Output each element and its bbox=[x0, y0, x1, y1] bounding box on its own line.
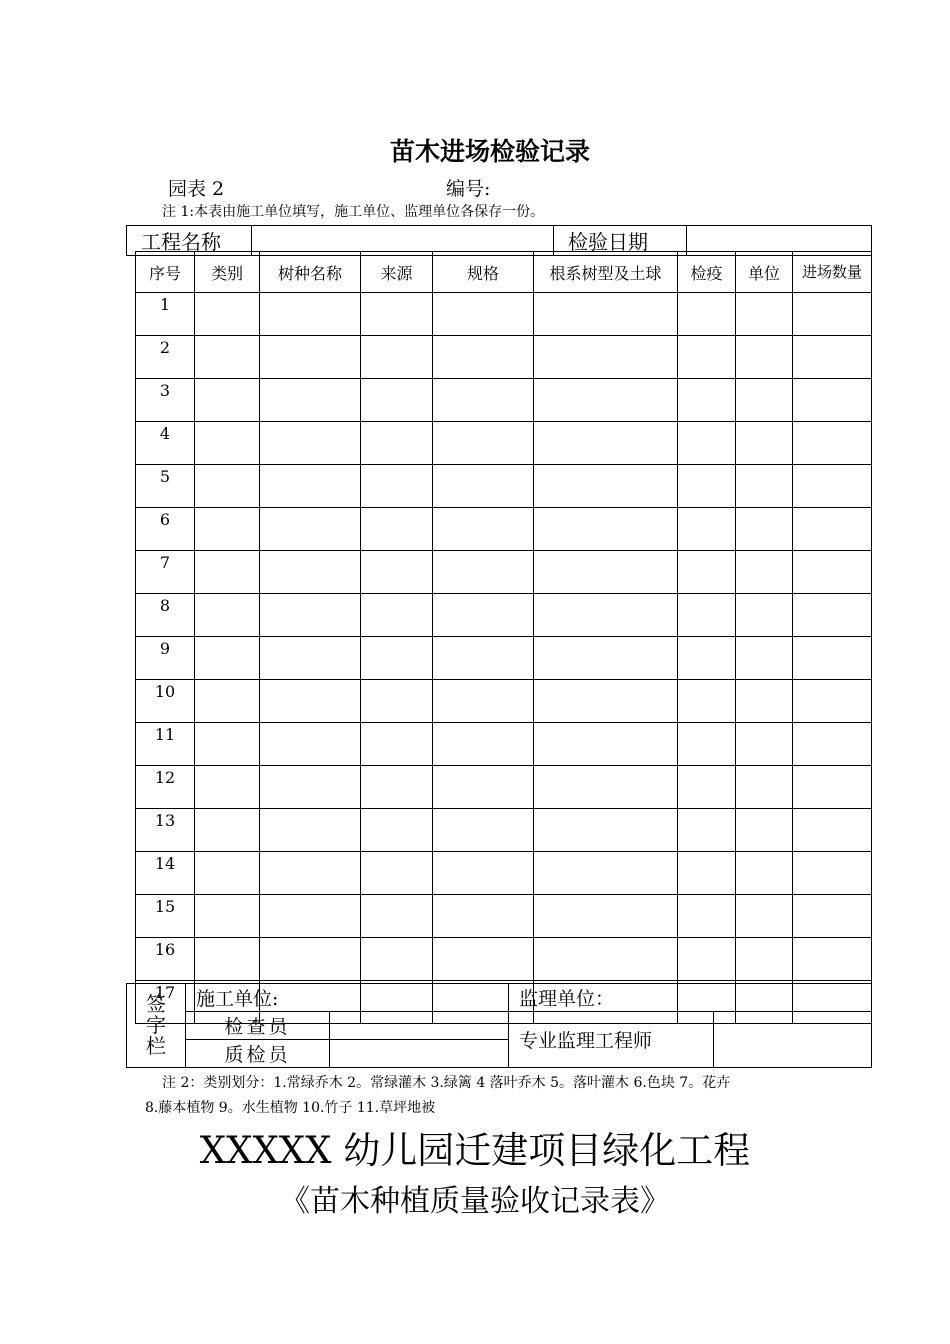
table-cell[interactable] bbox=[195, 637, 260, 680]
table-cell[interactable] bbox=[736, 508, 793, 551]
table-cell[interactable] bbox=[195, 465, 260, 508]
col-header: 序号 bbox=[136, 252, 195, 293]
row-number: 11 bbox=[136, 723, 195, 766]
table-row bbox=[136, 680, 872, 723]
table-row bbox=[136, 293, 872, 336]
table-cell[interactable] bbox=[433, 336, 534, 379]
table-cell[interactable] bbox=[793, 422, 872, 465]
table-cell[interactable] bbox=[736, 637, 793, 680]
table-cell[interactable] bbox=[260, 422, 361, 465]
table-cell[interactable] bbox=[433, 852, 534, 895]
table-row bbox=[136, 895, 872, 938]
table-cell[interactable] bbox=[361, 422, 433, 465]
quality-inspector-field[interactable] bbox=[330, 1040, 509, 1068]
supervising-engineer-field[interactable] bbox=[714, 1012, 872, 1068]
table-cell[interactable] bbox=[534, 680, 678, 723]
table-cell[interactable] bbox=[433, 293, 534, 336]
table-cell[interactable] bbox=[433, 938, 534, 981]
table-cell[interactable] bbox=[736, 809, 793, 852]
table-cell[interactable] bbox=[793, 895, 872, 938]
table-cell[interactable] bbox=[678, 293, 736, 336]
table-header-row bbox=[136, 252, 872, 293]
table-cell[interactable] bbox=[736, 379, 793, 422]
table-cell[interactable] bbox=[534, 766, 678, 809]
table-row bbox=[136, 594, 872, 637]
table-cell[interactable] bbox=[260, 551, 361, 594]
signature-side-text: 签字栏 bbox=[146, 992, 166, 1058]
table-cell[interactable] bbox=[736, 293, 793, 336]
table-row bbox=[136, 465, 872, 508]
table-cell[interactable] bbox=[361, 809, 433, 852]
table-cell[interactable] bbox=[736, 852, 793, 895]
table-row bbox=[136, 422, 872, 465]
row-number: 14 bbox=[136, 852, 195, 895]
table-cell[interactable] bbox=[793, 809, 872, 852]
col-header: 类别 bbox=[195, 252, 260, 293]
signature-side-label bbox=[127, 984, 186, 1068]
table-cell[interactable] bbox=[678, 379, 736, 422]
table-cell[interactable] bbox=[361, 938, 433, 981]
table-cell[interactable] bbox=[195, 293, 260, 336]
table-cell[interactable] bbox=[793, 852, 872, 895]
table-cell[interactable] bbox=[678, 895, 736, 938]
table-cell[interactable] bbox=[678, 852, 736, 895]
table-cell[interactable] bbox=[260, 293, 361, 336]
row-number: 3 bbox=[136, 379, 195, 422]
col-header: 单位 bbox=[736, 252, 793, 293]
row-number: 8 bbox=[136, 594, 195, 637]
inspector-label: 检查员 bbox=[186, 1012, 330, 1040]
row-number: 16 bbox=[136, 938, 195, 981]
table-cell[interactable] bbox=[736, 551, 793, 594]
table-cell[interactable] bbox=[260, 379, 361, 422]
table-cell[interactable] bbox=[736, 336, 793, 379]
row-number: 7 bbox=[136, 551, 195, 594]
note-1: 注 1:本表由施工单位填写，施工单位、监理单位各保存一份。 bbox=[162, 204, 545, 220]
row-number: 9 bbox=[136, 637, 195, 680]
row-number: 1 bbox=[136, 293, 195, 336]
row-number: 6 bbox=[136, 508, 195, 551]
table-cell[interactable] bbox=[736, 422, 793, 465]
table-cell[interactable] bbox=[793, 508, 872, 551]
table-row bbox=[136, 852, 872, 895]
table-row bbox=[136, 336, 872, 379]
table-row bbox=[136, 379, 872, 422]
form-title: 《苗木种植质量验收记录表》 bbox=[280, 1184, 670, 1219]
table-cell[interactable] bbox=[195, 594, 260, 637]
table-row bbox=[136, 809, 872, 852]
table-cell[interactable] bbox=[260, 637, 361, 680]
row-number: 5 bbox=[136, 465, 195, 508]
table-cell[interactable] bbox=[260, 723, 361, 766]
table-cell[interactable] bbox=[361, 336, 433, 379]
table-cell[interactable] bbox=[361, 637, 433, 680]
col-header: 来源 bbox=[361, 252, 433, 293]
table-cell[interactable] bbox=[793, 465, 872, 508]
table-cell[interactable] bbox=[433, 723, 534, 766]
serial-label: 编号: bbox=[446, 178, 491, 200]
table-cell[interactable] bbox=[260, 508, 361, 551]
table-cell[interactable] bbox=[793, 723, 872, 766]
table-cell[interactable] bbox=[736, 938, 793, 981]
table-cell[interactable] bbox=[534, 293, 678, 336]
table-cell[interactable] bbox=[433, 895, 534, 938]
table-cell[interactable] bbox=[195, 809, 260, 852]
table-cell[interactable] bbox=[793, 336, 872, 379]
project-title: XXXXX 幼儿园迁建项目绿化工程 bbox=[199, 1129, 751, 1172]
table-cell[interactable] bbox=[793, 293, 872, 336]
table-cell[interactable] bbox=[433, 465, 534, 508]
table-cell[interactable] bbox=[433, 508, 534, 551]
row-number: 4 bbox=[136, 422, 195, 465]
table-cell[interactable] bbox=[361, 379, 433, 422]
table-cell[interactable] bbox=[534, 379, 678, 422]
table-cell[interactable] bbox=[195, 938, 260, 981]
table-cell[interactable] bbox=[433, 594, 534, 637]
table-cell[interactable] bbox=[678, 680, 736, 723]
table-cell[interactable] bbox=[678, 508, 736, 551]
table-cell[interactable] bbox=[433, 637, 534, 680]
page-title: 苗木进场检验记录 bbox=[389, 137, 590, 166]
note-2-line-2: 8.藤本植物 9。水生植物 10.竹子 11.草坪地被 bbox=[145, 1100, 436, 1116]
table-cell[interactable] bbox=[195, 551, 260, 594]
table-cell[interactable] bbox=[195, 723, 260, 766]
table-cell[interactable] bbox=[361, 852, 433, 895]
col-header: 规格 bbox=[433, 252, 534, 293]
table-cell[interactable] bbox=[678, 336, 736, 379]
col-header: 检疫 bbox=[678, 252, 736, 293]
note-2-line-1: 注 2：类别划分：1.常绿乔木 2。常绿灌木 3.绿篱 4 落叶乔木 5。落叶灌木 6.色块 7。花卉 bbox=[162, 1075, 731, 1091]
quality-inspector-label: 质检员 bbox=[186, 1040, 330, 1068]
table-cell[interactable] bbox=[678, 809, 736, 852]
table-cell[interactable] bbox=[195, 852, 260, 895]
table-cell[interactable] bbox=[678, 551, 736, 594]
row-number: 12 bbox=[136, 766, 195, 809]
table-row bbox=[136, 508, 872, 551]
table-cell[interactable] bbox=[433, 422, 534, 465]
table-cell[interactable] bbox=[534, 895, 678, 938]
table-cell[interactable] bbox=[433, 766, 534, 809]
table-row bbox=[136, 723, 872, 766]
signature-table bbox=[126, 983, 872, 1068]
table-cell[interactable] bbox=[361, 594, 433, 637]
supervising-engineer-label: 专业监理工程师 bbox=[509, 1012, 714, 1068]
table-cell[interactable] bbox=[793, 766, 872, 809]
form-number: 园表 2 bbox=[168, 178, 225, 200]
table-cell[interactable] bbox=[678, 766, 736, 809]
table-cell[interactable] bbox=[361, 895, 433, 938]
table-cell[interactable] bbox=[534, 336, 678, 379]
table-cell[interactable] bbox=[793, 594, 872, 637]
table-cell[interactable] bbox=[793, 680, 872, 723]
row-number: 2 bbox=[136, 336, 195, 379]
table-cell[interactable] bbox=[793, 938, 872, 981]
table-cell[interactable] bbox=[736, 680, 793, 723]
row-number: 15 bbox=[136, 895, 195, 938]
row-number: 17 bbox=[136, 981, 195, 1024]
table-cell[interactable] bbox=[736, 723, 793, 766]
table-cell[interactable] bbox=[534, 594, 678, 637]
table-cell[interactable] bbox=[534, 852, 678, 895]
inspector-field[interactable] bbox=[330, 1012, 509, 1040]
table-cell[interactable] bbox=[534, 422, 678, 465]
table-row bbox=[136, 766, 872, 809]
table-cell[interactable] bbox=[195, 895, 260, 938]
table-cell[interactable] bbox=[793, 379, 872, 422]
table-cell[interactable] bbox=[260, 809, 361, 852]
table-cell[interactable] bbox=[678, 637, 736, 680]
table-cell[interactable] bbox=[260, 680, 361, 723]
col-header: 根系树型及土球 bbox=[534, 252, 678, 293]
table-cell[interactable] bbox=[260, 465, 361, 508]
table-cell[interactable] bbox=[433, 809, 534, 852]
table-cell[interactable] bbox=[195, 508, 260, 551]
table-cell[interactable] bbox=[361, 551, 433, 594]
table-cell[interactable] bbox=[736, 766, 793, 809]
table-cell[interactable] bbox=[534, 637, 678, 680]
table-cell[interactable] bbox=[260, 336, 361, 379]
table-cell[interactable] bbox=[736, 465, 793, 508]
table-cell[interactable] bbox=[361, 293, 433, 336]
table-cell[interactable] bbox=[433, 551, 534, 594]
table-cell[interactable] bbox=[678, 594, 736, 637]
inspection-date-label: 检验日期 bbox=[554, 226, 687, 256]
table-cell[interactable] bbox=[534, 508, 678, 551]
table-cell[interactable] bbox=[195, 379, 260, 422]
table-cell[interactable] bbox=[361, 508, 433, 551]
table-cell[interactable] bbox=[433, 680, 534, 723]
table-cell[interactable] bbox=[793, 551, 872, 594]
row-number: 10 bbox=[136, 680, 195, 723]
table-cell[interactable] bbox=[736, 895, 793, 938]
table-row bbox=[136, 938, 872, 981]
table-cell[interactable] bbox=[534, 551, 678, 594]
table-cell[interactable] bbox=[361, 680, 433, 723]
table-cell[interactable] bbox=[534, 809, 678, 852]
table-cell[interactable] bbox=[260, 938, 361, 981]
table-row bbox=[136, 551, 872, 594]
table-cell[interactable] bbox=[195, 680, 260, 723]
supervision-unit-label: 监理单位： bbox=[509, 984, 872, 1012]
col-header: 进场数量 bbox=[793, 252, 872, 293]
table-cell[interactable] bbox=[195, 336, 260, 379]
table-cell[interactable] bbox=[736, 594, 793, 637]
table-cell[interactable] bbox=[361, 723, 433, 766]
construction-unit-label: 施工单位: bbox=[186, 984, 509, 1012]
table-cell[interactable] bbox=[260, 852, 361, 895]
row-number: 13 bbox=[136, 809, 195, 852]
inspection-table bbox=[135, 251, 872, 1024]
table-cell[interactable] bbox=[678, 723, 736, 766]
table-cell[interactable] bbox=[260, 895, 361, 938]
table-cell[interactable] bbox=[361, 465, 433, 508]
col-header: 树种名称 bbox=[260, 252, 361, 293]
project-name-label: 工程名称 bbox=[127, 226, 252, 256]
table-row bbox=[136, 637, 872, 680]
table-cell[interactable] bbox=[678, 938, 736, 981]
table-cell[interactable] bbox=[678, 465, 736, 508]
table-cell[interactable] bbox=[260, 594, 361, 637]
table-cell[interactable] bbox=[195, 422, 260, 465]
table-cell[interactable] bbox=[433, 379, 534, 422]
table-cell[interactable] bbox=[534, 938, 678, 981]
table-cell[interactable] bbox=[534, 723, 678, 766]
table-cell[interactable] bbox=[678, 422, 736, 465]
table-cell[interactable] bbox=[793, 637, 872, 680]
table-cell[interactable] bbox=[260, 766, 361, 809]
table-cell[interactable] bbox=[361, 766, 433, 809]
table-cell[interactable] bbox=[195, 766, 260, 809]
table-cell[interactable] bbox=[534, 465, 678, 508]
